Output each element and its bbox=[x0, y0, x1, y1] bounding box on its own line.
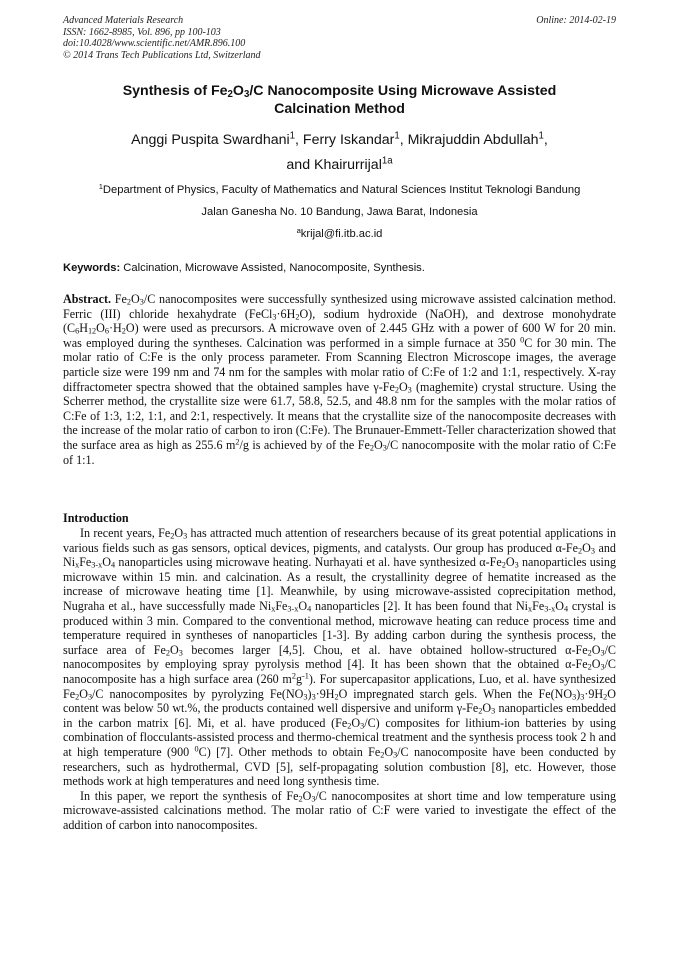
section-heading-introduction: Introduction bbox=[63, 511, 129, 525]
keywords-text: Calcination, Microwave Assisted, Nanocomposite, Synthesis. bbox=[120, 262, 425, 274]
running-header bbox=[63, 15, 616, 61]
copyright-line: © 2014 Trans Tech Publications Ltd, Switzerland bbox=[63, 49, 261, 61]
author-line-2: and Khairurrijal$^{1a}$ bbox=[286, 155, 393, 173]
affiliation-line-1: $^1$Department of Physics, Faculty of Mathematics and Natural Sciences Institut Teknologi Bandung bbox=[98, 181, 581, 196]
intro-paragraph-1: In recent years, $Fe_2O_3$ has attracted much attention of researchers because of its great potential applications in various fields such as gas sensors, optical devices, pigments, and catalysts. Our group has produced $\alpha-Fe_2O_3$ and $Ni_xFe_{3-x}O_4$ nanoparticles using microwave heating. Nurhayati et al. have synthesized $\alpha-Fe_2O_3$ nanoparticles using microwave within 15 min. and calcination. As a result, the crystallinity degree of hematite increased as the increase of microwave heating time [1]. Meanwhile, by using microwave-assisted coprecipitation method, Nugraha et al., have successfully made $Ni_xFe_{3-x}O_4$ nanoparticles [2]. It has been found that $Ni_xFe_{3-x}O_4$ crystal is produced within 3 min. Compared to the conventional method, microwave heating can reduce process time and temperature required in syntheses of nanoparticles [1-3]. By adding carbon during the synthesis process, the surface area of $Fe_2O_3$ becomes larger [4,5]. Chou, et al. have obtained hollow-structured $\alpha-Fe_2O_3/C$ nanocomposites by employing spray pyrolysis method [4]. It has been shown that the obtained $\alpha-Fe_2O_3/C$ nanocomposite has a high surface area (260 $m^2g^{-1}$). For supercapasitor applications, Luo, et al. have synthesized $Fe_2O_3/C$ nanocomposites by pyrolyzing $Fe(NO_3)_3\cdot 9H_2O$ impregnated starch gels. When the $Fe(NO_3)_3\cdot 9H_2O$ content was below 50 wt.%, the products contained well dispersive and uniform $\gamma-Fe_2O_3$ nanoparticles embedded in the carbon matrix [6]. Mi, et al. have produced $(Fe_2O_3/C)$ composites for lithium-ion batteries by using combination of flocculants-assisted process and thermo-chemical treatment and the synthesis process took 2 h and at high temperature (900 $^0$C) [7]. Other methods to obtain $Fe_2O_3/C$ nanocomposite have been conducted by researchers, such as hydrothermal, CVD [5], self-propagating solution combustion [8], etc. However, those methods work at high temperatures and need long synthesis time. bbox=[63, 526, 617, 789]
intro-paragraph-2: In this paper, we report the synthesis of $Fe_2O_3/C$ nanocomposites at short time and low temperature using microwave-assisted calcinations method. The molar ratio of C:F were varied to investigate the effect of the addition of carbon into nanocomposites. bbox=[63, 788, 616, 832]
doi-line: doi:10.4028/www.scientific.net/AMR.896.100 bbox=[63, 38, 246, 50]
affiliation-line-2: Jalan Ganesha No. 10 Bandung, Jawa Barat, Indonesia bbox=[201, 206, 478, 218]
issn-line: ISSN: 1662-8985, Vol. 896, pp 100-103 bbox=[63, 26, 221, 38]
abstract: Abstract. $Fe_2O_3/C$ nanocomposites were successfully synthesized using microwave assisted calcination method. Ferric (III) chloride hexahydrate $(FeCl_3\cdot 6H_2O)$, sodium hydroxide (NaOH), and dextrose monohydrate $(C_6H_{12}O_6\cdot H_2O)$ were used as precursors. A microwave oven of 2.445 GHz with a power of 600 W for 20 min. was employed during the syntheses. Calcination was performed in a simple furnace at 350 $^0$C for 30 min. The molar ratio of C:Fe is the only process parameter. From Scanning Electron Microscope images, the average particle size were 199 nm and 74 nm for the samples with molar ratio of C:Fe of 1:2 and 1:1, respectively. X-ray diffractometer spectra showed that the obtained samples have $\gamma-Fe_2O_3$ (maghemite) crystal structure. Using the Scherrer method, the crystallite size were 61.7, 58.8, 52.5, and 48.8 nm for the samples with the molar ratios of C:Fe of 1:3, 1:2, 1:1, and 2:1, respectively. It means that the crystallite size of the nanocomposite decreases with the increase of the molar ratio of carbon to iron (C:Fe). The Brunauer-Emmett-Teller characterization showed that the surface area as high as 255.6 $m^2/g$ is achieved by of the $Fe_2O_3/C$ nanocomposite with the molar ratio of C:Fe of 1:1. bbox=[63, 292, 616, 467]
affiliation bbox=[63, 179, 616, 245]
author-list bbox=[63, 128, 616, 178]
keywords bbox=[63, 261, 616, 275]
abstract-label: Abstract. bbox=[63, 292, 112, 306]
title-line-2: Calcination Method bbox=[274, 101, 405, 117]
online-date: Online: 2014-02-19 bbox=[536, 15, 616, 26]
journal-name: Advanced Materials Research bbox=[63, 15, 184, 26]
introduction-body bbox=[63, 526, 616, 832]
author-line-1: Anggi Puspita Swardhani$^1$, Ferry Iskandar$^1$, Mikrajuddin Abdullah$^1$, bbox=[131, 130, 548, 148]
paper-title bbox=[63, 82, 616, 118]
keywords-label: Keywords: bbox=[63, 262, 121, 274]
title-line-1: Synthesis of $Fe_2O_3/C$ Nanocomposite Using Microwave Assisted bbox=[122, 83, 557, 100]
author-email: $^a$krijal@fi.itb.ac.id bbox=[296, 225, 383, 240]
